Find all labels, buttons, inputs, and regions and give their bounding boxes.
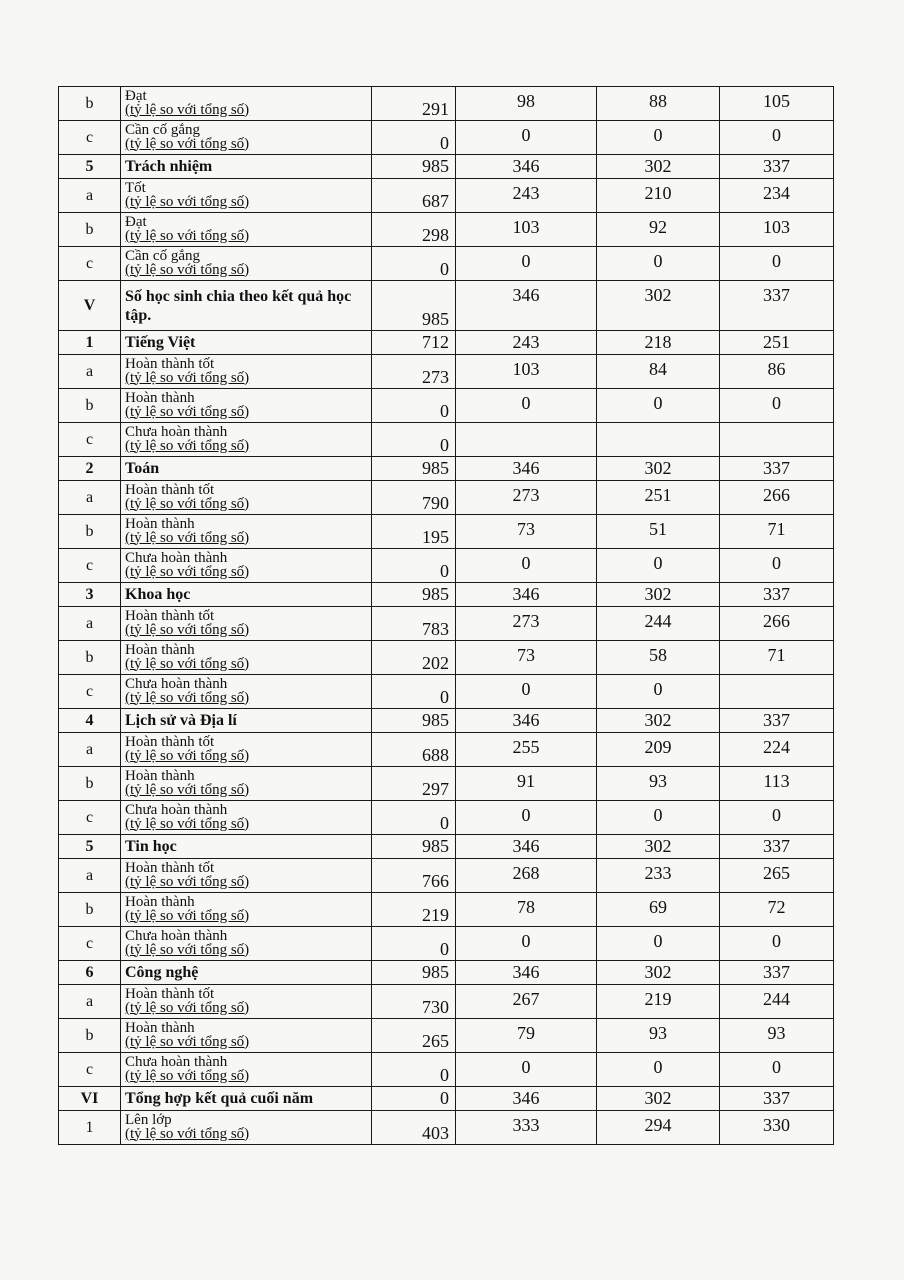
total-cell: 403	[372, 1111, 456, 1145]
row-label-cell	[121, 607, 372, 641]
grade-3-cell: 0	[720, 927, 834, 961]
grade-1-cell: 346	[456, 155, 597, 179]
row-ratio-note: (tỷ lệ so với tổng số)	[125, 563, 250, 580]
row-number-cell: a	[59, 355, 121, 389]
total-cell: 783	[372, 607, 456, 641]
grade-2-cell: 302	[597, 709, 720, 733]
table-row	[59, 675, 834, 709]
table-row	[59, 179, 834, 213]
grade-1-cell: 267	[456, 985, 597, 1019]
row-number-cell: 5	[59, 155, 121, 179]
row-number-cell: c	[59, 247, 121, 281]
total-cell: 0	[372, 927, 456, 961]
row-ratio-note: (tỷ lệ so với tổng số)	[125, 621, 250, 638]
grade-2-cell: 251	[597, 481, 720, 515]
total-cell: 0	[372, 389, 456, 423]
grade-3-cell: 0	[720, 801, 834, 835]
table-row	[59, 1111, 834, 1145]
grade-2-cell	[597, 423, 720, 457]
row-label: Hoàn thành tốt	[125, 985, 215, 1002]
grade-1-cell: 346	[456, 281, 597, 331]
grade-1-cell: 0	[456, 549, 597, 583]
row-label-cell	[121, 641, 372, 675]
row-number-cell: a	[59, 859, 121, 893]
grade-1-cell: 243	[456, 179, 597, 213]
grade-3-cell: 337	[720, 1087, 834, 1111]
table-row	[59, 1053, 834, 1087]
grade-2-cell: 51	[597, 515, 720, 549]
row-label: Hoàn thành	[125, 893, 195, 910]
row-number-cell: 1	[59, 1111, 121, 1145]
row-label: Hoàn thành	[125, 641, 195, 658]
row-label: Tổng hợp kết quả cuối năm	[125, 1090, 314, 1107]
grade-3-cell: 337	[720, 835, 834, 859]
grade-1-cell: 346	[456, 457, 597, 481]
grade-3-cell: 0	[720, 389, 834, 423]
grade-2-cell: 93	[597, 767, 720, 801]
row-label-cell	[121, 481, 372, 515]
table-row	[59, 835, 834, 859]
grade-3-cell: 105	[720, 87, 834, 121]
row-number-cell: VI	[59, 1087, 121, 1111]
table-row	[59, 155, 834, 179]
grade-3-cell: 0	[720, 121, 834, 155]
row-label-cell	[121, 423, 372, 457]
row-ratio-note: (tỷ lệ so với tổng số)	[125, 135, 250, 152]
row-ratio-note: (tỷ lệ so với tổng số)	[125, 437, 250, 454]
table-row	[59, 607, 834, 641]
grade-1-cell: 103	[456, 213, 597, 247]
grade-2-cell: 244	[597, 607, 720, 641]
grade-2-cell: 0	[597, 927, 720, 961]
row-ratio-note: (tỷ lệ so với tổng số)	[125, 655, 250, 672]
row-number-cell: V	[59, 281, 121, 331]
grade-3-cell: 337	[720, 583, 834, 607]
grade-3-cell: 113	[720, 767, 834, 801]
table-body	[59, 87, 834, 1145]
grade-2-cell: 219	[597, 985, 720, 1019]
table-row	[59, 1087, 834, 1111]
table-row	[59, 481, 834, 515]
row-label-cell	[121, 457, 372, 481]
row-ratio-note: (tỷ lệ so với tổng số)	[125, 261, 250, 278]
row-number-cell: b	[59, 893, 121, 927]
row-label: Lên lớp	[125, 1111, 172, 1128]
table-row	[59, 213, 834, 247]
table-row	[59, 247, 834, 281]
row-label-cell	[121, 893, 372, 927]
row-number-cell: b	[59, 213, 121, 247]
grade-2-cell: 58	[597, 641, 720, 675]
row-label-cell	[121, 355, 372, 389]
grade-3-cell: 71	[720, 515, 834, 549]
total-cell: 985	[372, 281, 456, 331]
row-label: Hoàn thành	[125, 767, 195, 784]
row-ratio-note: (tỷ lệ so với tổng số)	[125, 1067, 250, 1084]
grade-3-cell: 93	[720, 1019, 834, 1053]
grade-3-cell	[720, 675, 834, 709]
row-label: Tiếng Việt	[125, 334, 196, 351]
row-ratio-note: (tỷ lệ so với tổng số)	[125, 495, 250, 512]
total-cell: 219	[372, 893, 456, 927]
row-label-cell	[121, 389, 372, 423]
row-label-cell	[121, 1053, 372, 1087]
grade-3-cell: 224	[720, 733, 834, 767]
row-label: Chưa hoàn thành	[125, 675, 228, 692]
row-label-cell	[121, 179, 372, 213]
table-row	[59, 801, 834, 835]
total-cell: 265	[372, 1019, 456, 1053]
grade-1-cell: 0	[456, 247, 597, 281]
row-label: Khoa học	[125, 586, 191, 603]
grade-2-cell: 88	[597, 87, 720, 121]
grade-2-cell: 0	[597, 247, 720, 281]
grade-3-cell: 337	[720, 155, 834, 179]
row-label: Đạt	[125, 213, 147, 230]
total-cell: 985	[372, 709, 456, 733]
row-label: Hoàn thành tốt	[125, 481, 215, 498]
row-number-cell: c	[59, 801, 121, 835]
grade-1-cell: 0	[456, 675, 597, 709]
row-label-cell	[121, 121, 372, 155]
grade-1-cell: 346	[456, 583, 597, 607]
grade-1-cell: 243	[456, 331, 597, 355]
table-row	[59, 549, 834, 583]
grade-2-cell: 0	[597, 389, 720, 423]
row-label: Hoàn thành tốt	[125, 733, 215, 750]
grade-1-cell: 78	[456, 893, 597, 927]
row-number-cell: 6	[59, 961, 121, 985]
row-number-cell: 4	[59, 709, 121, 733]
row-label-cell	[121, 155, 372, 179]
table-row	[59, 87, 834, 121]
row-ratio-note: (tỷ lệ so với tổng số)	[125, 1125, 250, 1142]
table-row	[59, 733, 834, 767]
table-row	[59, 389, 834, 423]
row-label-cell	[121, 1019, 372, 1053]
grade-1-cell: 0	[456, 927, 597, 961]
row-label: Công nghệ	[125, 964, 199, 981]
row-number-cell: 1	[59, 331, 121, 355]
total-cell: 688	[372, 733, 456, 767]
row-label: Chưa hoàn thành	[125, 423, 228, 440]
row-label-cell	[121, 767, 372, 801]
row-label: Chưa hoàn thành	[125, 927, 228, 944]
grade-1-cell	[456, 423, 597, 457]
row-label-cell	[121, 801, 372, 835]
row-label: Chưa hoàn thành	[125, 801, 228, 818]
row-label-cell	[121, 583, 372, 607]
grade-3-cell: 0	[720, 1053, 834, 1087]
total-cell: 687	[372, 179, 456, 213]
grade-2-cell: 302	[597, 961, 720, 985]
row-number-cell: b	[59, 1019, 121, 1053]
row-label: Toán	[125, 460, 160, 477]
grade-3-cell: 86	[720, 355, 834, 389]
row-ratio-note: (tỷ lệ so với tổng số)	[125, 941, 250, 958]
grade-1-cell: 255	[456, 733, 597, 767]
row-number-cell: a	[59, 481, 121, 515]
row-number-cell: c	[59, 423, 121, 457]
grade-2-cell: 92	[597, 213, 720, 247]
grade-1-cell: 103	[456, 355, 597, 389]
table-row	[59, 927, 834, 961]
grade-2-cell: 302	[597, 155, 720, 179]
grade-1-cell: 346	[456, 961, 597, 985]
row-ratio-note: (tỷ lệ so với tổng số)	[125, 227, 250, 244]
row-label: Chưa hoàn thành	[125, 549, 228, 566]
grade-2-cell: 0	[597, 1053, 720, 1087]
grade-1-cell: 91	[456, 767, 597, 801]
row-label-cell	[121, 985, 372, 1019]
grade-1-cell: 0	[456, 121, 597, 155]
grade-3-cell: 266	[720, 607, 834, 641]
total-cell: 0	[372, 801, 456, 835]
grade-3-cell: 337	[720, 457, 834, 481]
row-number-cell: 2	[59, 457, 121, 481]
grade-3-cell: 0	[720, 549, 834, 583]
total-cell: 0	[372, 675, 456, 709]
total-cell: 195	[372, 515, 456, 549]
table-row	[59, 985, 834, 1019]
grade-3-cell: 0	[720, 247, 834, 281]
grade-2-cell: 302	[597, 281, 720, 331]
row-label-cell	[121, 515, 372, 549]
table-row	[59, 583, 834, 607]
row-number-cell: c	[59, 549, 121, 583]
grade-2-cell: 0	[597, 801, 720, 835]
grade-2-cell: 302	[597, 583, 720, 607]
total-cell: 0	[372, 549, 456, 583]
row-ratio-note: (tỷ lệ so với tổng số)	[125, 369, 250, 386]
row-ratio-note: (tỷ lệ so với tổng số)	[125, 689, 250, 706]
row-label-cell	[121, 87, 372, 121]
row-label-cell	[121, 835, 372, 859]
table-row	[59, 709, 834, 733]
row-label: Hoàn thành	[125, 515, 195, 532]
row-label-cell	[121, 1111, 372, 1145]
row-label: Tin học	[125, 838, 177, 855]
grade-2-cell: 0	[597, 121, 720, 155]
row-ratio-note: (tỷ lệ so với tổng số)	[125, 1033, 250, 1050]
grade-2-cell: 93	[597, 1019, 720, 1053]
total-cell: 985	[372, 457, 456, 481]
grade-1-cell: 0	[456, 801, 597, 835]
table-row	[59, 767, 834, 801]
row-label: Hoàn thành	[125, 1019, 195, 1036]
row-label-cell	[121, 733, 372, 767]
total-cell: 985	[372, 583, 456, 607]
row-number-cell: c	[59, 1053, 121, 1087]
row-ratio-note: (tỷ lệ so với tổng số)	[125, 815, 250, 832]
total-cell: 273	[372, 355, 456, 389]
row-ratio-note: (tỷ lệ so với tổng số)	[125, 101, 250, 118]
grade-3-cell: 244	[720, 985, 834, 1019]
row-number-cell: a	[59, 985, 121, 1019]
row-label: Trách nhiệm	[125, 158, 213, 175]
total-cell: 0	[372, 247, 456, 281]
grade-2-cell: 209	[597, 733, 720, 767]
row-label-cell	[121, 247, 372, 281]
row-label-cell	[121, 961, 372, 985]
row-label: Số học sinh chia theo kết quả học tập.	[125, 287, 352, 324]
table-row	[59, 893, 834, 927]
grade-3-cell: 337	[720, 281, 834, 331]
grade-2-cell: 233	[597, 859, 720, 893]
table-row	[59, 355, 834, 389]
grade-1-cell: 98	[456, 87, 597, 121]
grade-1-cell: 273	[456, 607, 597, 641]
row-number-cell: b	[59, 515, 121, 549]
grade-2-cell: 302	[597, 457, 720, 481]
total-cell: 790	[372, 481, 456, 515]
table-row	[59, 331, 834, 355]
row-label: Chưa hoàn thành	[125, 1053, 228, 1070]
table-row	[59, 423, 834, 457]
grade-3-cell: 266	[720, 481, 834, 515]
row-number-cell: b	[59, 389, 121, 423]
row-label-cell	[121, 927, 372, 961]
grade-1-cell: 0	[456, 1053, 597, 1087]
total-cell: 0	[372, 423, 456, 457]
total-cell: 985	[372, 155, 456, 179]
total-cell: 985	[372, 835, 456, 859]
table-row	[59, 1019, 834, 1053]
row-ratio-note: (tỷ lệ so với tổng số)	[125, 999, 250, 1016]
grade-1-cell: 346	[456, 1087, 597, 1111]
grade-3-cell: 337	[720, 709, 834, 733]
total-cell: 766	[372, 859, 456, 893]
row-label-cell	[121, 709, 372, 733]
row-number-cell: a	[59, 179, 121, 213]
total-cell: 202	[372, 641, 456, 675]
total-cell: 0	[372, 1053, 456, 1087]
total-cell: 730	[372, 985, 456, 1019]
grade-1-cell: 73	[456, 641, 597, 675]
row-label-cell	[121, 675, 372, 709]
row-number-cell: 3	[59, 583, 121, 607]
table-row	[59, 281, 834, 331]
grade-3-cell	[720, 423, 834, 457]
row-number-cell: b	[59, 641, 121, 675]
grade-1-cell: 0	[456, 389, 597, 423]
grade-3-cell: 337	[720, 961, 834, 985]
table-row	[59, 961, 834, 985]
row-ratio-note: (tỷ lệ so với tổng số)	[125, 403, 250, 420]
grade-1-cell: 268	[456, 859, 597, 893]
row-ratio-note: (tỷ lệ so với tổng số)	[125, 873, 250, 890]
grade-2-cell: 69	[597, 893, 720, 927]
row-number-cell: b	[59, 767, 121, 801]
row-ratio-note: (tỷ lệ so với tổng số)	[125, 781, 250, 798]
table-row	[59, 515, 834, 549]
total-cell: 297	[372, 767, 456, 801]
row-number-cell: a	[59, 607, 121, 641]
row-label-cell	[121, 331, 372, 355]
table-row	[59, 641, 834, 675]
grade-2-cell: 0	[597, 675, 720, 709]
total-cell: 985	[372, 961, 456, 985]
row-label: Hoàn thành tốt	[125, 859, 215, 876]
grade-1-cell: 79	[456, 1019, 597, 1053]
total-cell: 291	[372, 87, 456, 121]
total-cell: 298	[372, 213, 456, 247]
row-label: Cần cố gắng	[125, 121, 200, 138]
grade-1-cell: 346	[456, 835, 597, 859]
grade-3-cell: 234	[720, 179, 834, 213]
row-label-cell	[121, 1087, 372, 1111]
row-label-cell	[121, 549, 372, 583]
total-cell: 0	[372, 1087, 456, 1111]
grade-3-cell: 103	[720, 213, 834, 247]
grade-3-cell: 71	[720, 641, 834, 675]
grade-2-cell: 302	[597, 835, 720, 859]
row-number-cell: b	[59, 87, 121, 121]
total-cell: 712	[372, 331, 456, 355]
grade-2-cell: 302	[597, 1087, 720, 1111]
row-ratio-note: (tỷ lệ so với tổng số)	[125, 907, 250, 924]
grade-2-cell: 294	[597, 1111, 720, 1145]
row-label: Hoàn thành tốt	[125, 355, 215, 372]
row-label-cell	[121, 859, 372, 893]
row-ratio-note: (tỷ lệ so với tổng số)	[125, 529, 250, 546]
row-ratio-note: (tỷ lệ so với tổng số)	[125, 747, 250, 764]
statistics-table	[58, 86, 834, 1145]
table-row	[59, 457, 834, 481]
grade-1-cell: 73	[456, 515, 597, 549]
row-label: Hoàn thành	[125, 389, 195, 406]
table-row	[59, 121, 834, 155]
row-label: Lịch sử và Địa lí	[125, 712, 237, 729]
grade-1-cell: 346	[456, 709, 597, 733]
grade-3-cell: 330	[720, 1111, 834, 1145]
row-number-cell: a	[59, 733, 121, 767]
row-ratio-note: (tỷ lệ so với tổng số)	[125, 193, 250, 210]
row-label-cell	[121, 281, 372, 331]
grade-2-cell: 218	[597, 331, 720, 355]
grade-2-cell: 84	[597, 355, 720, 389]
row-number-cell: c	[59, 675, 121, 709]
grade-1-cell: 273	[456, 481, 597, 515]
table-row	[59, 859, 834, 893]
row-label: Cần cố gắng	[125, 247, 200, 264]
grade-1-cell: 333	[456, 1111, 597, 1145]
row-number-cell: c	[59, 121, 121, 155]
row-label: Tốt	[125, 179, 146, 196]
total-cell: 0	[372, 121, 456, 155]
row-label: Hoàn thành tốt	[125, 607, 215, 624]
grade-2-cell: 210	[597, 179, 720, 213]
row-label-cell	[121, 213, 372, 247]
row-label: Đạt	[125, 87, 147, 104]
row-number-cell: c	[59, 927, 121, 961]
grade-3-cell: 265	[720, 859, 834, 893]
row-number-cell: 5	[59, 835, 121, 859]
grade-2-cell: 0	[597, 549, 720, 583]
grade-3-cell: 251	[720, 331, 834, 355]
grade-3-cell: 72	[720, 893, 834, 927]
